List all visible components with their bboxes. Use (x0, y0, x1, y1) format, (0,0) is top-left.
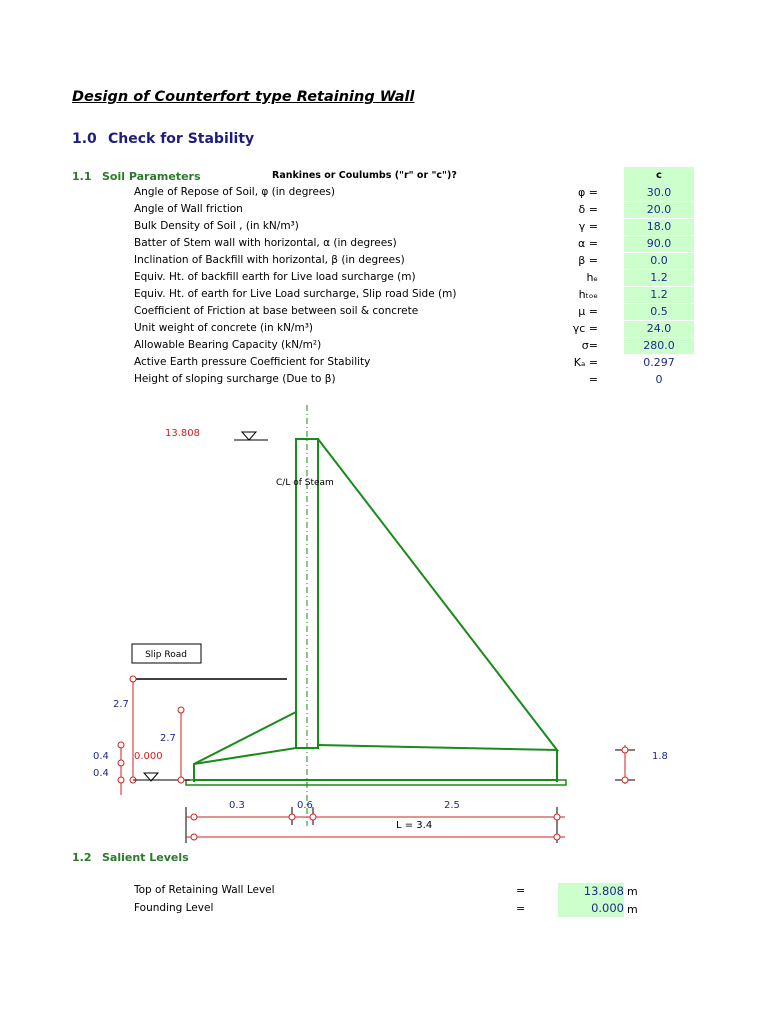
parameter-symbol: α = (578, 237, 598, 250)
centerline-label: C/L of Steam (276, 478, 334, 488)
top-level-text: 13.808 (165, 428, 200, 439)
parameter-symbol: μ = (578, 305, 598, 318)
dim-04-top: 0.4 (93, 751, 109, 762)
parameter-label: Height of sloping surcharge (Due to β) (134, 373, 336, 385)
parameter-value[interactable]: 1.2 (624, 287, 694, 303)
levels-label: Salient Levels (102, 851, 189, 864)
parameter-value[interactable]: 30.0 (624, 185, 694, 201)
parameter-symbol: γᴄ = (572, 322, 598, 335)
parameter-symbol: φ = (578, 186, 598, 199)
parameter-symbol: hₑ (586, 271, 598, 284)
level-row-eq: = (516, 902, 526, 915)
section-label: Check for Stability (108, 131, 255, 147)
parameter-label: Bulk Density of Soil , (in kN/m³) (134, 220, 299, 232)
slip-road-label: Slip Road (145, 650, 187, 660)
parameter-symbol: γ = (578, 220, 598, 233)
parameter-symbol: hₜₒₑ (578, 288, 598, 301)
levels-heading (72, 851, 189, 864)
section-heading (72, 131, 254, 147)
toe-slope (194, 712, 296, 782)
counterfort (318, 439, 557, 750)
dim-27-right: 2.7 (160, 733, 176, 744)
level-000: 0.000 (134, 751, 163, 762)
dim-node (130, 676, 136, 682)
parameter-value: 0 (655, 373, 663, 386)
theory-question: Rankines or Coulumbs ("r" or "c")? (272, 170, 457, 181)
parameter-value[interactable]: 280.0 (624, 338, 694, 354)
parameter-label: Active Earth pressure Coefficient for Stability (134, 356, 371, 368)
parameter-label: Angle of Wall friction (134, 203, 243, 215)
level-row-unit: m (627, 903, 638, 916)
soil-heading (72, 170, 201, 183)
parameter-symbol: δ = (578, 203, 598, 216)
dim-25: 2.5 (444, 800, 460, 811)
theory-choice-cell[interactable]: c (624, 167, 694, 185)
dim-27-left: 2.7 (113, 699, 129, 710)
dim-total: L = 3.4 (396, 820, 433, 831)
level-row-unit: m (627, 885, 638, 898)
dim-04-bot: 0.4 (93, 768, 109, 779)
parameter-value[interactable]: 0.5 (624, 304, 694, 320)
level-row-eq: = (516, 884, 526, 897)
level-row-value[interactable]: 13.808 (558, 883, 624, 900)
page-title: Design of Counterfort type Retaining Wall (72, 89, 415, 105)
parameter-value[interactable]: 90.0 (624, 236, 694, 252)
levels-number: 1.2 (72, 851, 92, 864)
dim-03: 0.3 (229, 800, 245, 811)
parameter-label: Batter of Stem wall with horizontal, α (in degrees) (134, 237, 397, 249)
level-row-label: Founding Level (134, 902, 214, 914)
parameter-symbol: σ= (581, 339, 598, 352)
parameter-value[interactable]: 1.2 (624, 270, 694, 286)
soil-number: 1.1 (72, 170, 92, 183)
dim-06: 0.6 (297, 800, 313, 811)
level-row-label: Top of Retaining Wall Level (134, 884, 275, 896)
top-level-icon (242, 432, 256, 440)
parameter-value[interactable]: 18.0 (624, 219, 694, 235)
parameter-value: 0.297 (643, 356, 675, 369)
parameter-label: Coefficient of Friction at base between soil & concrete (134, 305, 419, 317)
parameter-symbol: = (588, 373, 598, 386)
parameter-label: Unit weight of concrete (in kN/m³) (134, 322, 314, 334)
section-number: 1.0 (72, 131, 97, 147)
parameter-symbol: Kₐ = (573, 356, 598, 369)
soil-label: Soil Parameters (102, 170, 201, 183)
parameter-value[interactable]: 24.0 (624, 321, 694, 337)
parameter-label: Equiv. Ht. of backfill earth for Live load surcharge (m) (134, 271, 416, 283)
parameter-symbol: β = (578, 254, 598, 267)
parameter-value[interactable]: 0.0 (624, 253, 694, 269)
retaining-wall-diagram (0, 395, 768, 845)
parameter-value[interactable]: 20.0 (624, 202, 694, 218)
dim-18: 1.8 (652, 751, 668, 762)
parameter-label: Angle of Repose of Soil, φ (in degrees) (134, 186, 336, 198)
level-row-value[interactable]: 0.000 (558, 900, 624, 917)
parameter-label: Inclination of Backfill with horizontal, β (in degrees) (134, 254, 405, 266)
parameter-label: Equiv. Ht. of earth for Live Load surcharge, Slip road Side (m) (134, 288, 457, 300)
parameter-label: Allowable Bearing Capacity (kN/m²) (134, 339, 322, 351)
